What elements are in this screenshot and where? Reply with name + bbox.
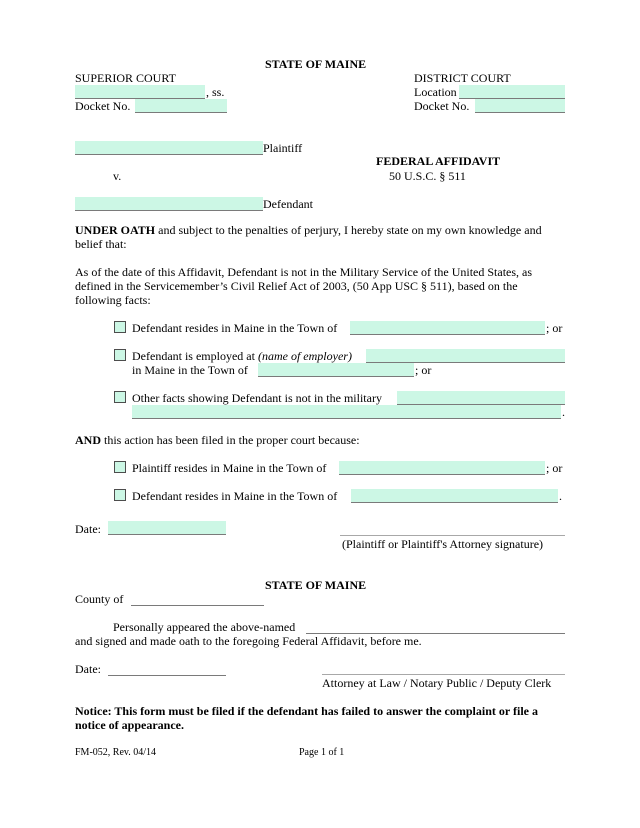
- form-id: FM-052, Rev. 04/14: [75, 747, 157, 758]
- fact-option-3-suffix: .: [562, 405, 565, 419]
- fact-option-2-label-a: Defendant is employed at: [132, 349, 258, 363]
- oath-paragraph: [75, 223, 565, 251]
- superior-court-label: SUPERIOR COURT: [75, 71, 176, 85]
- location-field[interactable]: [459, 85, 565, 99]
- fact-option-2-suffix: ; or: [415, 363, 432, 377]
- page-number: Page 1 of 1: [299, 747, 345, 758]
- fact-option-2-label: [132, 349, 352, 363]
- county-of-line[interactable]: [131, 592, 264, 606]
- fact-option-1-town-field[interactable]: [350, 321, 545, 335]
- county-field[interactable]: [75, 85, 205, 99]
- court-option-1-label: Plaintiff resides in Maine in the Town of: [132, 461, 327, 475]
- notary-date-label: Date:: [75, 662, 101, 676]
- defendant-name-field[interactable]: [75, 197, 263, 211]
- appeared-name-line[interactable]: [306, 620, 565, 634]
- court-option-1-checkbox[interactable]: [114, 461, 126, 473]
- fact-option-3-checkbox[interactable]: [114, 391, 126, 403]
- plaintiff-label: Plaintiff: [263, 141, 303, 155]
- fact-option-2-label-italic: (name of employer): [257, 349, 352, 363]
- docket-field-left[interactable]: [135, 99, 227, 113]
- court-option-1-suffix: ; or: [546, 461, 563, 475]
- fact-option-3-label: Other facts showing Defendant is not in the military: [132, 391, 382, 405]
- ss-label: , ss.: [206, 85, 225, 99]
- appeared-text: Personally appeared the above-named: [113, 620, 296, 634]
- signature-caption: (Plaintiff or Plaintiff's Attorney signature): [342, 537, 544, 551]
- other-facts-field-2[interactable]: [132, 405, 561, 419]
- signature-line[interactable]: [340, 535, 565, 536]
- court-paragraph: [75, 433, 565, 447]
- docket-field-right[interactable]: [475, 99, 565, 113]
- fact-option-1-label: Defendant resides in Maine in the Town of: [132, 321, 338, 335]
- court-option-2-label: Defendant resides in Maine in the Town of: [132, 489, 338, 503]
- date-label: Date:: [75, 522, 101, 536]
- intro-paragraph: As of the date of this Affidavit, Defendant is not in the Military Service of the United States, as defined in the Servicemember’s Civil Relief Act of 2003, (50 App USC § 511), based on the following facts:: [75, 265, 533, 307]
- notary-date-line[interactable]: [108, 662, 226, 676]
- notary-oath-text: and signed and made oath to the foregoing Federal Affidavit, before me.: [75, 634, 422, 648]
- court-option-1-town-field[interactable]: [339, 461, 545, 475]
- state-title: STATE OF MAINE: [265, 57, 367, 71]
- court-option-2-suffix: .: [559, 489, 562, 503]
- notary-signature-line[interactable]: [322, 674, 565, 675]
- fact-option-2-town-label: in Maine in the Town of: [132, 363, 248, 377]
- oath-lead: UNDER OATH: [75, 223, 156, 237]
- notary-state-title: STATE OF MAINE: [265, 578, 367, 592]
- court-text: this action has been filed in the proper court because:: [101, 433, 360, 447]
- docket-label-right: Docket No.: [414, 99, 470, 113]
- docket-label-left: Docket No.: [75, 99, 131, 113]
- date-field[interactable]: [108, 521, 226, 535]
- defendant-label: Defendant: [263, 197, 313, 211]
- fact-option-1-suffix: ; or: [546, 321, 563, 335]
- employer-name-field[interactable]: [366, 349, 565, 363]
- statute-label: 50 U.S.C. § 511: [389, 169, 466, 183]
- district-court-label: DISTRICT COURT: [414, 71, 511, 85]
- oath-text: and subject to the penalties of perjury, I hereby state on my own knowledge and belief that:: [75, 223, 542, 251]
- form-title: FEDERAL AFFIDAVIT: [376, 154, 501, 168]
- court-option-2-town-field[interactable]: [351, 489, 558, 503]
- versus-label: v.: [113, 169, 122, 183]
- notary-signer-caption: Attorney at Law / Notary Public / Deputy Clerk: [322, 676, 552, 690]
- fact-option-1-checkbox[interactable]: [114, 321, 126, 333]
- county-of-label: County of: [75, 592, 124, 606]
- location-label: Location: [414, 85, 457, 99]
- fact-option-2-checkbox[interactable]: [114, 349, 126, 361]
- court-option-2-checkbox[interactable]: [114, 489, 126, 501]
- other-facts-field-1[interactable]: [397, 391, 565, 405]
- court-lead: AND: [75, 433, 101, 447]
- notice-text: Notice: This form must be filed if the defendant has failed to answer the complaint or file a notice of appearance.: [75, 704, 538, 732]
- fact-option-2-town-field[interactable]: [258, 363, 414, 377]
- plaintiff-name-field[interactable]: [75, 141, 263, 155]
